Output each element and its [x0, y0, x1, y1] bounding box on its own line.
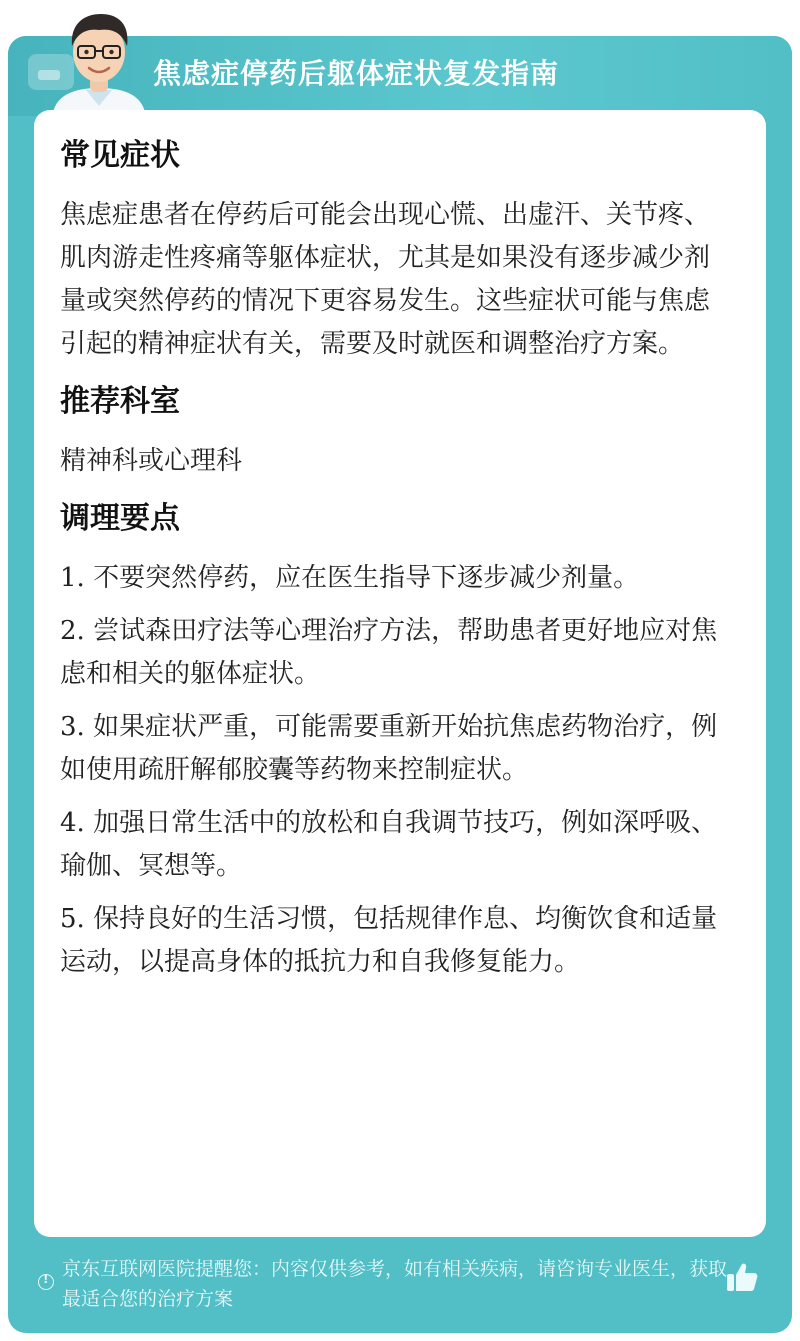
footer-disclaimer: 京东互联网医院提醒您：内容仅供参考，如有相关疾病，请咨询专业医生，获取最适合您的治疗方案: [62, 1258, 728, 1310]
list-item-text: 保持良好的生活习惯，包括规律作息、均衡饮食和适量运动，以提高身体的抵抗力和自我修复能力。: [60, 904, 718, 977]
content-card: [34, 110, 766, 1237]
info-icon: [38, 1274, 54, 1290]
symptoms-text: 焦虑症患者在停药后可能会出现心慌、出虚汗、关节疼、肌肉游走性疼痛等躯体症状，尤其是如果没有逐步减少剂量或突然停药的情况下更容易发生。这些症状可能与焦虑引起的精神症状有关，需要及时就医和调整治疗方案。: [60, 200, 711, 359]
list-item: [60, 706, 728, 792]
list-item: [60, 610, 728, 696]
list-item-number: 1.: [60, 563, 85, 593]
guide-frame: [8, 36, 792, 1333]
list-item-number: 3.: [60, 712, 85, 742]
list-item: [60, 898, 728, 984]
content-body: [60, 124, 728, 994]
page-title: 焦虑症停药后躯体症状复发指南: [153, 57, 560, 90]
list-item-number: 2.: [60, 616, 85, 646]
section-title-symptoms: 常见症状: [60, 138, 180, 173]
section-title-department: 推荐科室: [60, 384, 180, 419]
list-item: [60, 802, 728, 888]
list-item-text: 不要突然停药，应在医生指导下逐步减少剂量。: [93, 563, 640, 593]
list-item-text: 尝试森田疗法等心理治疗方法，帮助患者更好地应对焦虑和相关的躯体症状。: [60, 616, 718, 689]
list-item-text: 如果症状严重，可能需要重新开始抗焦虑药物治疗，例如使用疏肝解郁胶囊等药物来控制症状。: [60, 712, 718, 785]
list-item: [60, 557, 728, 600]
doctor-avatar: [44, 6, 154, 118]
list-item-number: 4.: [60, 808, 85, 838]
list-item-number: 5.: [60, 904, 85, 934]
thumbs-up-icon[interactable]: [724, 1260, 760, 1296]
section-title-care: 调理要点: [60, 501, 180, 536]
list-item-text: 加强日常生活中的放松和自我调节技巧，例如深呼吸、瑜伽、冥想等。: [60, 808, 718, 881]
department-text: 精神科或心理科: [60, 446, 243, 476]
